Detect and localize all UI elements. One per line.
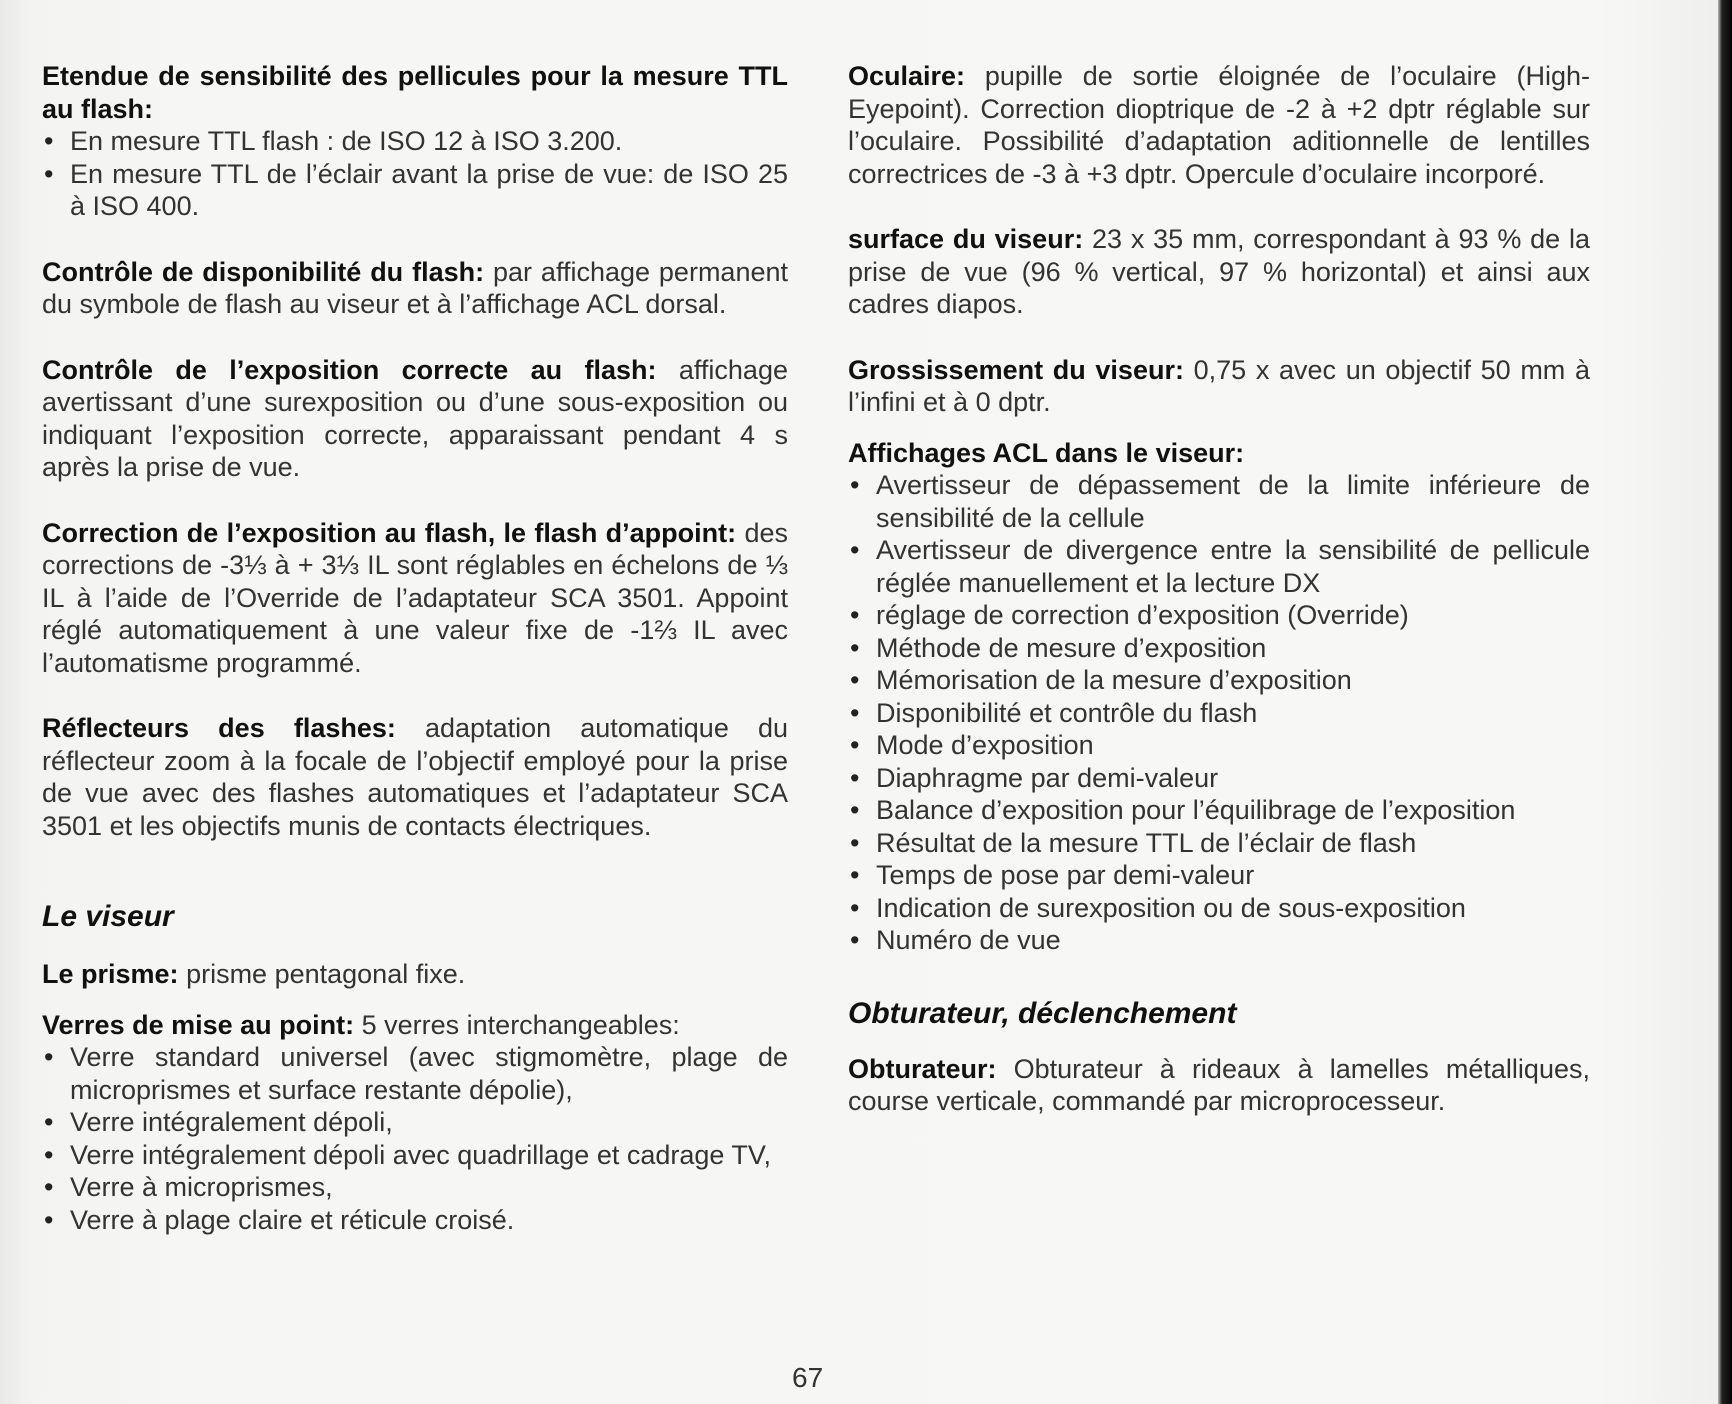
- paragraph-heading: surface du viseur:: [848, 224, 1084, 254]
- list-item: • Méthode de mesure d’exposition: [848, 632, 1590, 665]
- list-item: • Numéro de vue: [848, 924, 1590, 957]
- list-item: • réglage de correction d’exposition (Override): [848, 599, 1590, 632]
- paragraph-body: affichage avertissant d’une surexposition ou d’une sous-exposition ou indiquant l’exposition correcte, apparaissant pendant 4 s après la prise de vue.: [42, 354, 788, 482]
- list-item: • Mode d’exposition: [848, 729, 1590, 762]
- list-item: • Avertisseur de dépassement de la limite inférieure de sensibilité de la cellule: [848, 469, 1590, 534]
- paragraph-heading: Réflecteurs des flashes:: [42, 713, 396, 743]
- lcd-displays: [848, 437, 1590, 957]
- bullet-list: [42, 125, 788, 223]
- list-item: • Disponibilité et contrôle du flash: [848, 697, 1590, 730]
- paragraph-body: des corrections de -3⅓ à + 3⅓ IL sont réglables en échelons de ⅓ IL à l’aide de l’Override de l’adaptateur SCA 3501. Appoint réglé automatiquement à une valeur fixe de -1⅔ IL avec l’automatisme programmé.: [42, 517, 788, 678]
- paragraph-heading: Correction de l’exposition au flash, le flash d’appoint:: [42, 517, 737, 548]
- paragraph-body: 5 verres interchangeables:: [361, 1009, 680, 1040]
- list-item: • Mémorisation de la mesure d’exposition: [848, 664, 1590, 697]
- bullet-list: [848, 469, 1590, 957]
- flash-exposure-check: [42, 354, 788, 484]
- list-item: • Résultat de la mesure TTL de l’éclair de flash: [848, 827, 1590, 860]
- shutter: [848, 1053, 1590, 1118]
- right-column: [848, 60, 1590, 1151]
- list-item: • Verre à plage claire et réticule croisé.: [42, 1204, 788, 1237]
- paragraph-body: par affichage permanent du symbole de flash au viseur et à l’affichage ACL dorsal.: [42, 256, 788, 319]
- section-title-shutter: Obturateur, déclenchement: [848, 996, 1237, 1030]
- left-column: [42, 60, 788, 1269]
- prism: [42, 958, 788, 991]
- paragraph-heading: Contrôle de disponibilité du flash:: [42, 256, 485, 287]
- paragraph-body: prisme pentagonal fixe.: [186, 959, 466, 989]
- flash-exposure-correction: [42, 517, 788, 680]
- focusing-screens: [42, 1009, 788, 1237]
- list-item: • En mesure TTL flash : de ISO 12 à ISO 3.200.: [42, 125, 788, 158]
- section-title-viewfinder: Le viseur: [42, 900, 174, 933]
- paragraph-body: adaptation automatique du réflecteur zoom à la focale de l’objectif employé pour la prise de vue avec des flashes automatiques et l’adaptateur SCA 3501 et les objectifs munis de contacts électriques.: [42, 713, 788, 841]
- flash-readiness: [42, 256, 788, 321]
- page-edge-shadow: [1718, 0, 1732, 1404]
- list-item: • En mesure TTL de l’éclair avant la prise de vue: de ISO 25 à ISO 400.: [42, 158, 788, 223]
- viewfinder-area: [848, 223, 1590, 321]
- flash-reflectors: [42, 712, 788, 842]
- paragraph-body: 0,75 x avec un objectif 50 mm à l’infini et à 0 dptr.: [848, 354, 1590, 417]
- paragraph-body: Obturateur à rideaux à lamelles métalliques, course verticale, commandé par microprocesseur.: [848, 1053, 1590, 1116]
- list-item: • Avertisseur de divergence entre la sensibilité de pellicule réglée manuellement et la lecture DX: [848, 534, 1590, 599]
- paragraph-body: pupille de sortie éloignée de l’oculaire (High-Eyepoint). Correction dioptrique de -2 à +2 dptr réglable sur l’oculaire. Possibilité d’adaptation aditionnelle de lentilles correctrices de -3 à +3 dptr. Opercule d’oculaire incorporé.: [848, 61, 1590, 189]
- paragraph-heading: Contrôle de l’exposition correcte au flash:: [42, 354, 657, 385]
- paragraph-heading: Verres de mise au point:: [42, 1009, 355, 1040]
- viewfinder-magnification: [848, 354, 1590, 419]
- list-item: • Verre intégralement dépoli avec quadrillage et cadrage TV,: [42, 1139, 788, 1172]
- paragraph-heading: Obturateur:: [848, 1053, 997, 1084]
- list-item: • Verre à microprismes,: [42, 1171, 788, 1204]
- list-item: • Verre standard universel (avec stigmomètre, plage de microprismes et surface restante dépolie),: [42, 1041, 788, 1106]
- list-item: • Indication de surexposition ou de sous-exposition: [848, 892, 1590, 925]
- paragraph-body: 23 x 35 mm, correspondant à 93 % de la prise de vue (96 % vertical, 97 % horizontal) et ainsi aux cadres diapos.: [848, 224, 1590, 319]
- paragraph-heading: Oculaire:: [848, 61, 966, 91]
- list-item: • Verre intégralement dépoli,: [42, 1106, 788, 1139]
- bullet-list: [42, 1041, 788, 1236]
- paragraph-heading: Affichages ACL dans le viseur:: [848, 437, 1245, 468]
- page-number: 67: [792, 1362, 824, 1393]
- paragraph-heading: Etendue de sensibilité des pellicules pour la mesure TTL au flash:: [42, 61, 788, 124]
- eyepiece: [848, 60, 1590, 190]
- list-item: • Diaphragme par demi-valeur: [848, 762, 1590, 795]
- list-item: • Temps de pose par demi-valeur: [848, 859, 1590, 892]
- paragraph-heading: Grossissement du viseur:: [848, 354, 1184, 385]
- film-sensitivity-range: [42, 60, 788, 223]
- paragraph-heading: Le prisme:: [42, 959, 179, 989]
- list-item: • Balance d’exposition pour l’équilibrage de l’exposition: [848, 794, 1590, 827]
